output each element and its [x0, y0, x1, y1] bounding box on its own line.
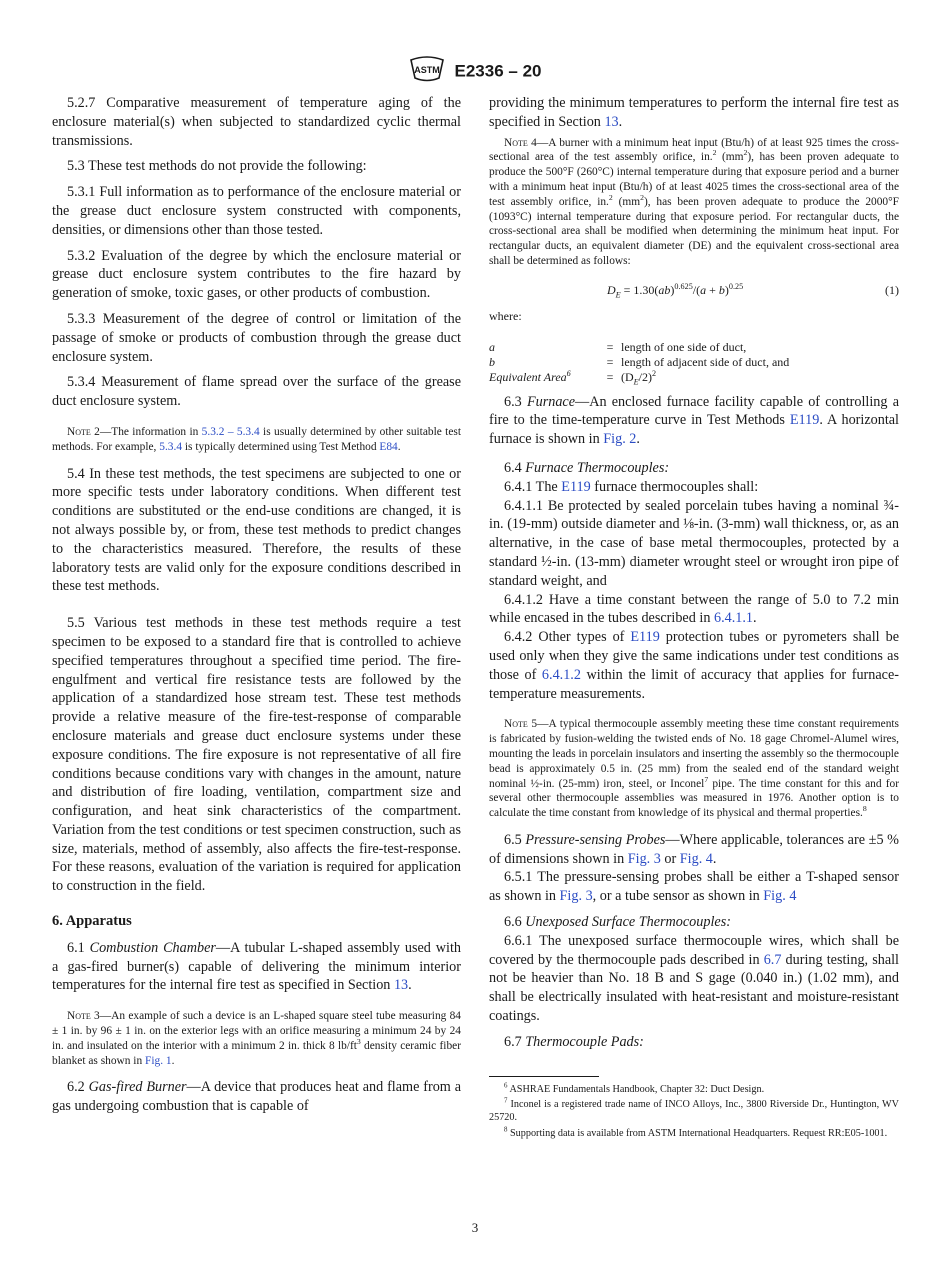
astm-logo-text: ASTM [413, 65, 440, 75]
variable-definitions [489, 340, 789, 385]
link-fig-4-b[interactable]: Fig. 4 [763, 888, 797, 905]
equation-1 [489, 279, 899, 301]
definition-row: a = length of one side of duct, [489, 339, 747, 354]
link-fig-4[interactable]: Fig. 4 [679, 850, 713, 867]
paragraph-5-3-2: 5.3.2 Evaluation of the degree by which the enclosure material or grease duct enclosure system contributes to the fire hazard by generation of smoke, toxic gases, or other products of combustion. [52, 247, 461, 302]
paragraph-6-4-2: 6.4.2 Other types of E119 protection tubes or pyrometers shall be used only when they give the same indications under test conditions as those of 6.4.1.2 within the limit of accuracy that applies for furnace-temperature measurements. [489, 629, 899, 702]
paragraph-5-3-3: 5.3.3 Measurement of the degree of control or limitation of the passage of smoke or products of combustion through the grease duct enclosure system. [52, 310, 461, 365]
paragraph-5-3-4: 5.3.4 Measurement of flame spread over the surface of the grease duct enclosure system. [52, 374, 461, 410]
link-e84[interactable]: E84 [379, 440, 398, 453]
paragraph-5-3: 5.3 These test methods do not provide the following: [67, 158, 367, 175]
standard-designation: E2336 – 20 [454, 61, 542, 81]
section-heading-apparatus: 6. Apparatus [52, 913, 132, 930]
note-2: Note 2—The information in 5.3.2 – 5.3.4 is usually determined by other suitable test methods. For example, 5.3.4 is typically determined using Test Method E84. [52, 425, 462, 453]
equation-formula: $D_E = 1.30(ab)^{0.625}/(a + b)^{0.25}$ [607, 281, 744, 300]
footnote-divider [489, 1076, 599, 1077]
paragraph-6-4: 6.4 Furnace Thermocouples: [504, 459, 670, 476]
link-section-13[interactable]: 13 [393, 977, 409, 994]
left-column [52, 94, 461, 1123]
paragraph-5-3-1: 5.3.1 Full information as to performance of the enclosure material or the grease duct enclosure system constructed with components, densities, or dimensions other than those tested. [52, 184, 461, 238]
page-number: 3 [471, 1220, 479, 1235]
equation-number: (1) [885, 282, 899, 297]
paragraph-6-5: 6.5 Pressure-sensing Probes—Where applicable, tolerances are ±5 % of dimensions shown in Fig. 3 or Fig. 4. [489, 831, 900, 867]
paragraph-5-2-7: 5.2.7 Comparative measurement of temperature aging of the enclosure material(s) when subjected to standardized cyclic thermal transmissions. [52, 95, 461, 149]
note-3: Note 3—An example of such a device is an L-shaped square steel tube measuring 84 ± 1 in. by 96 ± 1 in. on the exterior legs with an orifice measuring a minimum 24 by 24 in. and insulated on the interior with a minimum 2 in. thick 8 $lb/ft^3$ density ceramic fiber blanket as shown in Fig. 1. [52, 1010, 461, 1067]
paragraph-5-4: 5.4 In these test methods, the test specimens are subjected to one or more specific tests under laboratory conditions. When different test conditions are substituted or the end-use conditions are changed, it is not always possible by, or from, these test methods to predict changes to the characteristics measured. Therefore, the results of these laboratory tests are valid only for the exposure conditions described in these test methods. [52, 465, 461, 595]
page-header [0, 56, 950, 87]
link-5-3-2-5-3-4[interactable]: 5.3.2 – 5.3.4 [201, 425, 260, 438]
paragraph-6-5-1: 6.5.1 The pressure-sensing probes shall be either a T-shaped sensor as shown in Fig. 3, or a tube sensor as shown in Fig. 4 [489, 869, 899, 905]
link-fig-2[interactable]: Fig. 2 [603, 431, 637, 448]
definition-row: Equivalent Area$^6$ = $(D_E/2)^2$ [489, 368, 657, 386]
link-6-4-1-2[interactable]: 6.4.1.2 [541, 666, 581, 683]
where-label: where: [489, 308, 522, 323]
astm-logo-icon [409, 56, 445, 87]
paragraph-6-2: 6.2 Gas-fired Burner—A device that produces heat and flame from a gas undergoing combustion that is capable of [52, 1079, 461, 1115]
note-5: Note 5—A typical thermocouple assembly meeting these time constant requirements is fabricated by fusion-welding the twisted ends of No. 18 gage Chromel-Alumel wires, mounting the leads in porcelain insulators and inserting the assembly so the thermocouple bead is approximately 0.5 in. (25 mm) from the sealed end of the standard weight nominal ½-in. (25-mm) iron, steel, or Inconel$^7$ pipe. The time constant for this and for several other thermocouple assemblies was measured in 1976. Another option is to calculate the time constant from knowledge of its physical and thermal properties.$^8$ [489, 718, 899, 820]
paragraph-6-4-1-1: 6.4.1.1 Be protected by sealed porcelain tubes having a nominal ¾-in. (19-mm) outside diameter and ⅛-in. (3-mm) wall thickness, or, as an alternative, in the case of base metal thermocouples, protected by a standard ½-in. (13-mm) diameter wrought steel or wrought iron pipe of standard weight, and [489, 497, 899, 589]
link-6-7[interactable]: 6.7 [763, 951, 782, 968]
footnote-8: $^8$ Supporting data is available from ASTM International Headquarters. Request RR:E05-1001. [504, 1126, 888, 1139]
paragraph-5-5: 5.5 Various test methods in these test methods require a test specimen to be exposed to a standard fire that is controlled to achieve specified temperatures throughout a specified time period. The fire-engulfment and vertical fire resistance tests are followed by the application of a standardized hose stream test. These test methods provide a relative measure of the fire-test-response of comparable enclosure materials and grease duct enclosure systems under these exposure conditions. The fire exposure is not representative of all fire conditions because conditions vary with changes in the amount, nature and distribution of fire loading, ventilation, compartment size and configuration, and heat sink characteristics of the compartment. Variation from the test conditions or test specimen construction, such as size, materials, method of assembly, also affects the fire-test-response. For these reasons, evaluation of the variation is required for application to construction in the field. [52, 615, 461, 895]
link-e119-c[interactable]: E119 [630, 629, 660, 646]
paragraph-6-4-1: 6.4.1 The E119 furnace thermocouples shall: [504, 478, 759, 495]
note-4: Note 4—A burner with a minimum heat input (Btu/h) of at least 925 times the cross-sectional area of the test assembly orifice, in.$^2$ $(mm^2)$, has been proven adequate to produce the 500°F (260°C) internal temperature during that exposure period and a burner with a minimum heat input (Btu/h) of at least 4025 times the cross-sectional area of the test assembly orifice, in.$^2$ $(mm^2)$, has been proven adequate to produce the 2000°F (1093°C) internal temperature during that exposure period. For rectangular ducts, the cross-sectional area shall be modified when determining the minimum heat input. For rectangular ducts, an equivalent diameter (DE) and the equivalent cross-sectional area shall be determined as follows: [489, 136, 899, 267]
paragraph-6-6: 6.6 Unexposed Surface Thermocouples: [504, 914, 731, 931]
definition-row: b = length of adjacent side of duct, and [489, 354, 790, 369]
link-fig-3-b[interactable]: Fig. 3 [559, 888, 593, 905]
paragraph-6-3: 6.3 Furnace—An enclosed furnace facility capable of controlling a fire to the time-temperature curve in Test Methods E119. A horizontal furnace is shown in Fig. 2. [489, 393, 899, 448]
paragraph-6-6-1: 6.6.1 The unexposed surface thermocouple wires, which shall be covered by the thermocouple pads described in 6.7 during testing, shall not be heavier than No. 18 B and S gage (0.040 in.) (1.02 mm), and shall be electrically insulated with heat-resistant and moisture-resistant coatings. [489, 932, 900, 1025]
link-section-13-b[interactable]: 13 [604, 113, 619, 130]
footnote-6: $^6$ ASHRAE Fundamentals Handbook, Chapter 32: Duct Design. [504, 1082, 765, 1095]
paragraph-6-4-1-2: 6.4.1.2 Have a time constant between the range of 5.0 to 7.2 min while encased in the tubes described in 6.4.1.1. [489, 591, 899, 627]
link-6-4-1-1[interactable]: 6.4.1.1 [713, 610, 753, 627]
right-column [489, 94, 899, 1142]
paragraph-6-7: 6.7 Thermocouple Pads: [504, 1033, 644, 1050]
link-5-3-4[interactable]: 5.3.4 [159, 440, 183, 453]
link-e119-b[interactable]: E119 [561, 478, 591, 495]
link-fig-1[interactable]: Fig. 1 [145, 1054, 172, 1067]
link-e119[interactable]: E119 [789, 412, 820, 429]
paragraph-6-1: 6.1 Combustion Chamber—A tubular L-shaped assembly used with a gas-fired burner(s) capable of delivering the minimum interior temperatures for the internal fire test as specified in Section 13. [52, 939, 462, 994]
link-fig-3[interactable]: Fig. 3 [627, 850, 661, 867]
paragraph-6-2-continued: providing the minimum temperatures to perform the internal fire test as specified in Section 13. [489, 95, 899, 130]
footnote-7: $^7$ Inconel is a registered trade name of INCO Alloys, Inc., 3800 Riverside Dr., Huntington, WV 25720. [489, 1097, 899, 1124]
